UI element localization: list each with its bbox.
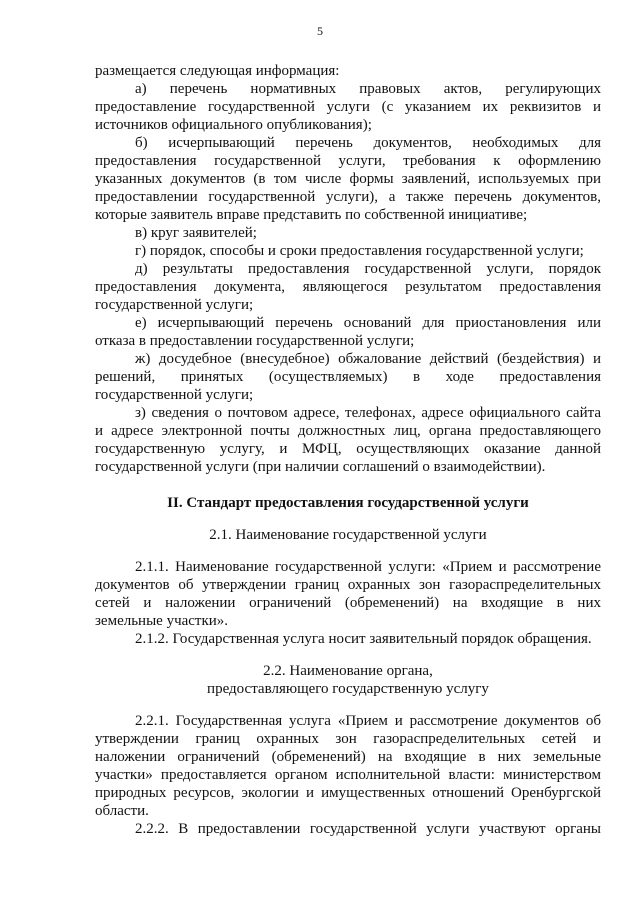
item-zh-line: государственной услуги; bbox=[95, 387, 254, 403]
item-b-line: предоставлении государственной услуги), а также перечень документов, bbox=[95, 189, 601, 205]
para-2-2-2-line: 2.2.2. В предоставлении государственной услуги участвуют органы bbox=[135, 821, 601, 837]
item-e-line: отказа в предоставлении государственной услуги; bbox=[95, 333, 415, 349]
para-2-2-1-line: природных ресурсов, экологии и имущественных отношений Оренбургской bbox=[95, 785, 601, 801]
para-2-1-1-line: сетей и наложении ограничений (обременений) на входящие в них bbox=[95, 595, 601, 611]
item-zh-line: ж) досудебное (внесудебное) обжалование действий (бездействия) и bbox=[135, 351, 601, 367]
item-a-line: а) перечень нормативных правовых актов, регулирующих bbox=[135, 81, 601, 97]
section-title: II. Стандарт предоставления государственной услуги bbox=[167, 495, 529, 511]
item-d-line: предоставления документа, являющегося результатом предоставления bbox=[95, 279, 601, 295]
para-2-2-1-line: области. bbox=[95, 803, 149, 819]
item-z-line: з) сведения о почтовом адресе, телефонах, адресе официального сайта bbox=[135, 405, 601, 421]
para-2-2-1-line: утверждении границ охранных зон газораспределительных сетей и bbox=[95, 731, 601, 747]
intro-line: размещается следующая информация: bbox=[95, 63, 340, 79]
item-b-line: указанных документов (в том числе формы заявлений, используемых при bbox=[95, 171, 601, 187]
body-text bbox=[95, 62, 601, 838]
item-z-line: государственной услуги (при наличии соглашений о взаимодействии). bbox=[95, 459, 546, 475]
item-b-line: б) исчерпывающий перечень документов, необходимых для bbox=[135, 135, 601, 151]
item-a-line: источников официального опубликования); bbox=[95, 117, 372, 133]
item-g-line: г) порядок, способы и сроки предоставления государственной услуги; bbox=[135, 243, 584, 259]
para-2-1-1-line: земельные участки». bbox=[95, 613, 229, 629]
item-d-line: государственной услуги; bbox=[95, 297, 254, 313]
page-number: 5 bbox=[317, 24, 323, 38]
para-2-2-1-line: 2.2.1. Государственная услуга «Прием и рассмотрение документов об bbox=[135, 713, 601, 729]
item-b-line: предоставления государственной услуги, требования к оформлению bbox=[95, 153, 601, 169]
para-2-2-1-line: участки» предоставляется органом исполнительной власти: министерством bbox=[95, 767, 601, 783]
item-d-line: д) результаты предоставления государственной услуги, порядок bbox=[135, 261, 601, 277]
item-b-line: которые заявитель вправе представить по собственной инициативе; bbox=[95, 207, 528, 223]
para-2-2-1-line: наложении ограничений (обременений) на входящие в них земельные bbox=[95, 749, 601, 765]
para-2-1-1-line: документов об утверждении границ охранных зон газораспределительных bbox=[95, 577, 601, 593]
item-z-line: государственную услугу, и МФЦ, осуществляющих оказание данной bbox=[95, 441, 601, 457]
para-2-1-1-line: 2.1.1. Наименование государственной услуги: «Прием и рассмотрение bbox=[135, 559, 601, 575]
para-2-1-2-line: 2.1.2. Государственная услуга носит заявительный порядок обращения. bbox=[135, 631, 592, 647]
item-z-line: и адресе электронной почты должностных лиц, органа предоставляющего bbox=[95, 423, 601, 439]
item-v-line: в) круг заявителей; bbox=[135, 225, 257, 241]
subsection-2-2-title: предоставляющего государственную услугу bbox=[207, 681, 489, 697]
item-zh-line: решений, принятых (осуществляемых) в ходе предоставления bbox=[95, 369, 601, 385]
item-a-line: предоставление государственной услуги (с указанием их реквизитов и bbox=[95, 99, 601, 115]
subsection-2-1-title: 2.1. Наименование государственной услуги bbox=[209, 527, 487, 543]
item-e-line: е) исчерпывающий перечень оснований для приостановления или bbox=[135, 315, 601, 331]
subsection-2-2-title: 2.2. Наименование органа, bbox=[263, 663, 433, 679]
